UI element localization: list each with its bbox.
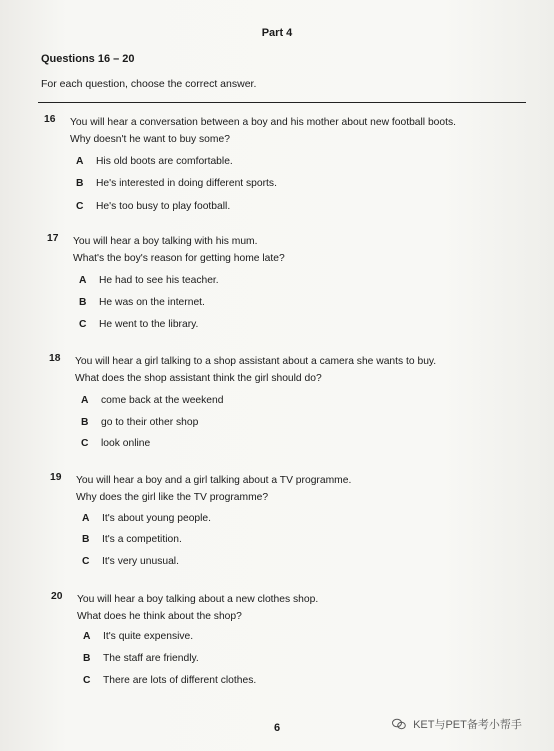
question-line: What does the shop assistant think the girl should do?	[75, 373, 322, 384]
option-letter: C	[83, 675, 91, 686]
question-line: You will hear a conversation between a boy and his mother about new football boots.	[70, 117, 457, 128]
option-letter: A	[82, 513, 90, 524]
option-text: His old boots are comfortable.	[96, 156, 233, 167]
option-text: It's about young people.	[102, 513, 212, 524]
option-letter: A	[79, 275, 87, 286]
question-stem	[73, 233, 513, 267]
option-letter: B	[76, 178, 84, 189]
option-text: He's too busy to play football.	[96, 201, 231, 212]
question-number: 16	[44, 114, 56, 125]
option-text: look online	[101, 438, 151, 449]
page-number: 6	[273, 722, 281, 734]
question-line: You will hear a boy and a girl talking about a TV programme.	[76, 475, 352, 486]
question-stem	[70, 114, 510, 148]
option-letter: B	[82, 534, 90, 545]
question-line: What does he think about the shop?	[77, 611, 242, 622]
question-number: 20	[51, 591, 63, 602]
instruction-text: For each question, choose the correct answer.	[41, 78, 257, 90]
option-letter: A	[83, 631, 91, 642]
option-text: come back at the weekend	[101, 395, 224, 406]
option-text: He went to the library.	[99, 319, 199, 330]
chat-bubble-icon	[392, 718, 406, 730]
watermark-text: KET与PET备考小帮手	[413, 719, 522, 731]
option-text: There are lots of different clothes.	[103, 675, 257, 686]
option-text: It's quite expensive.	[103, 631, 194, 642]
watermark	[392, 716, 522, 732]
question-line: Why doesn't he want to buy some?	[70, 134, 230, 145]
option-text: It's a competition.	[102, 534, 182, 545]
question-number: 19	[50, 472, 62, 483]
option-text: go to their other shop	[101, 417, 199, 428]
option-letter: B	[83, 653, 91, 664]
question-stem	[77, 591, 517, 625]
question-line: What's the boy's reason for getting home late?	[73, 253, 285, 264]
option-text: The staff are friendly.	[103, 653, 199, 664]
question-line: Why does the girl like the TV programme?	[76, 492, 269, 503]
divider	[38, 102, 526, 103]
question-line: You will hear a girl talking to a shop assistant about a camera she wants to buy.	[75, 356, 437, 367]
question-line: You will hear a boy talking about a new clothes shop.	[77, 594, 319, 605]
option-letter: C	[82, 556, 90, 567]
question-number: 18	[49, 353, 61, 364]
option-letter: C	[79, 319, 87, 330]
option-letter: B	[79, 297, 87, 308]
option-text: He's interested in doing different sports.	[96, 178, 277, 189]
questions-heading: Questions 16 – 20	[41, 53, 135, 65]
option-letter: B	[81, 417, 89, 428]
option-text: It's very unusual.	[102, 556, 179, 567]
option-text: He had to see his teacher.	[99, 275, 219, 286]
question-stem	[75, 353, 515, 387]
question-number: 17	[47, 233, 59, 244]
question-stem	[76, 472, 516, 506]
part-title: Part 4	[261, 27, 293, 39]
question-line: You will hear a boy talking with his mum.	[73, 236, 258, 247]
option-letter: C	[81, 438, 89, 449]
option-letter: C	[76, 201, 84, 212]
option-letter: A	[81, 395, 89, 406]
option-letter: A	[76, 156, 84, 167]
option-text: He was on the internet.	[99, 297, 205, 308]
